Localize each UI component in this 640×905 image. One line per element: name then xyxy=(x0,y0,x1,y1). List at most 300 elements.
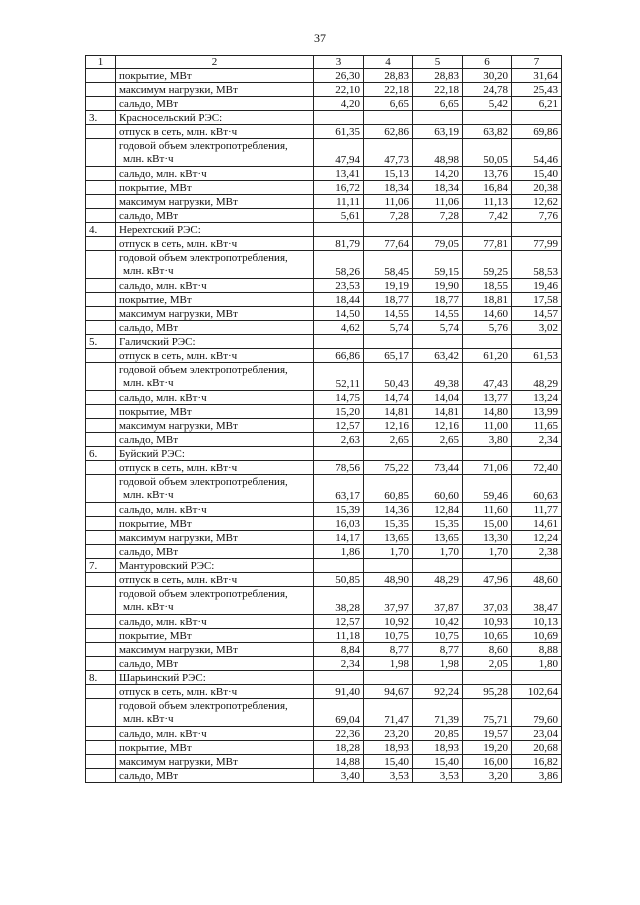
value-cell: 10,42 xyxy=(413,615,463,629)
value-cell: 14,80 xyxy=(463,405,512,419)
row-label xyxy=(116,475,314,503)
table-row xyxy=(86,167,562,181)
value-cell: 14,55 xyxy=(364,307,413,321)
value-cell: 5,74 xyxy=(413,321,463,335)
value-cell xyxy=(512,447,562,461)
value-cell: 18,81 xyxy=(463,293,512,307)
value-cell: 63,17 xyxy=(314,475,364,503)
value-cell: 12,24 xyxy=(512,531,562,545)
value-cell: 19,19 xyxy=(364,279,413,293)
row-index xyxy=(86,237,116,251)
value-cell: 13,41 xyxy=(314,167,364,181)
value-cell: 75,71 xyxy=(463,699,512,727)
column-number: 4 xyxy=(364,56,413,69)
value-cell: 77,99 xyxy=(512,237,562,251)
value-cell: 3,86 xyxy=(512,769,562,783)
value-cell: 14,20 xyxy=(413,167,463,181)
value-cell xyxy=(512,559,562,573)
value-cell xyxy=(463,223,512,237)
row-label: покрытие, МВт xyxy=(116,181,314,195)
value-cell xyxy=(413,111,463,125)
column-number: 3 xyxy=(314,56,364,69)
value-cell: 58,26 xyxy=(314,251,364,279)
value-cell: 61,35 xyxy=(314,125,364,139)
value-cell: 17,58 xyxy=(512,293,562,307)
row-label-line1: годовой объем электропотребления, xyxy=(119,252,288,264)
value-cell: 61,20 xyxy=(463,349,512,363)
value-cell: 12,62 xyxy=(512,195,562,209)
value-cell: 7,28 xyxy=(364,209,413,223)
energy-balance-table xyxy=(85,55,562,783)
value-cell xyxy=(463,335,512,349)
row-label-line1: годовой объем электропотребления, xyxy=(119,476,288,488)
row-index xyxy=(86,195,116,209)
row-index xyxy=(86,251,116,279)
value-cell: 22,36 xyxy=(314,727,364,741)
value-cell: 6,21 xyxy=(512,97,562,111)
table-row xyxy=(86,503,562,517)
value-cell xyxy=(364,447,413,461)
column-number: 2 xyxy=(116,56,314,69)
row-label-line2: млн. кВт·ч xyxy=(123,153,174,165)
table-row xyxy=(86,699,562,727)
row-index: 4. xyxy=(86,223,116,237)
row-index: 3. xyxy=(86,111,116,125)
value-cell: 3,20 xyxy=(463,769,512,783)
value-cell xyxy=(413,335,463,349)
table-row xyxy=(86,643,562,657)
value-cell: 2,65 xyxy=(364,433,413,447)
value-cell: 15,35 xyxy=(364,517,413,531)
value-cell: 92,24 xyxy=(413,685,463,699)
value-cell: 12,84 xyxy=(413,503,463,517)
row-label: сальдо, МВт xyxy=(116,769,314,783)
value-cell: 50,05 xyxy=(463,139,512,167)
value-cell: 48,29 xyxy=(512,363,562,391)
value-cell: 8,77 xyxy=(413,643,463,657)
value-cell xyxy=(314,559,364,573)
value-cell: 72,40 xyxy=(512,461,562,475)
value-cell: 14,55 xyxy=(413,307,463,321)
row-label: максимум нагрузки, МВт xyxy=(116,755,314,769)
row-label-line2: млн. кВт·ч xyxy=(123,601,174,613)
table-row xyxy=(86,251,562,279)
value-cell: 23,04 xyxy=(512,727,562,741)
value-cell: 10,92 xyxy=(364,615,413,629)
value-cell: 15,39 xyxy=(314,503,364,517)
value-cell: 16,00 xyxy=(463,755,512,769)
value-cell: 15,13 xyxy=(364,167,413,181)
row-label: сальдо, млн. кВт·ч xyxy=(116,615,314,629)
value-cell: 8,77 xyxy=(364,643,413,657)
row-label: отпуск в сеть, млн. кВт·ч xyxy=(116,237,314,251)
value-cell: 18,77 xyxy=(364,293,413,307)
row-label: сальдо, МВт xyxy=(116,433,314,447)
value-cell: 79,05 xyxy=(413,237,463,251)
value-cell: 5,42 xyxy=(463,97,512,111)
row-index xyxy=(86,629,116,643)
row-index xyxy=(86,643,116,657)
value-cell: 28,83 xyxy=(413,69,463,83)
row-label xyxy=(116,363,314,391)
value-cell: 18,93 xyxy=(364,741,413,755)
value-cell: 1,98 xyxy=(413,657,463,671)
value-cell: 59,46 xyxy=(463,475,512,503)
value-cell: 20,68 xyxy=(512,741,562,755)
value-cell: 48,29 xyxy=(413,573,463,587)
value-cell xyxy=(364,671,413,685)
value-cell: 6,65 xyxy=(413,97,463,111)
value-cell: 50,43 xyxy=(364,363,413,391)
row-index xyxy=(86,405,116,419)
table-row xyxy=(86,475,562,503)
value-cell: 5,74 xyxy=(364,321,413,335)
value-cell: 14,17 xyxy=(314,531,364,545)
value-cell: 77,81 xyxy=(463,237,512,251)
value-cell xyxy=(463,559,512,573)
table-row xyxy=(86,615,562,629)
row-label: сальдо, МВт xyxy=(116,321,314,335)
row-index xyxy=(86,391,116,405)
value-cell: 11,00 xyxy=(463,419,512,433)
table-row xyxy=(86,69,562,83)
row-label: максимум нагрузки, МВт xyxy=(116,195,314,209)
row-index xyxy=(86,97,116,111)
value-cell: 11,77 xyxy=(512,503,562,517)
value-cell: 18,34 xyxy=(413,181,463,195)
value-cell: 10,93 xyxy=(463,615,512,629)
row-label: сальдо, млн. кВт·ч xyxy=(116,727,314,741)
value-cell: 73,44 xyxy=(413,461,463,475)
table-row xyxy=(86,755,562,769)
table-row xyxy=(86,461,562,475)
row-label: Красносельский РЭС: xyxy=(116,111,314,125)
value-cell xyxy=(512,111,562,125)
row-index xyxy=(86,573,116,587)
value-cell: 60,60 xyxy=(413,475,463,503)
value-cell: 18,93 xyxy=(413,741,463,755)
value-cell xyxy=(413,223,463,237)
table-row xyxy=(86,391,562,405)
value-cell: 16,84 xyxy=(463,181,512,195)
table-row xyxy=(86,223,562,237)
value-cell: 1,70 xyxy=(413,545,463,559)
value-cell: 61,53 xyxy=(512,349,562,363)
value-cell: 22,10 xyxy=(314,83,364,97)
value-cell xyxy=(463,111,512,125)
row-label: максимум нагрузки, МВт xyxy=(116,643,314,657)
value-cell: 8,60 xyxy=(463,643,512,657)
value-cell xyxy=(314,671,364,685)
value-cell: 15,35 xyxy=(413,517,463,531)
row-label: покрытие, МВт xyxy=(116,629,314,643)
table-row xyxy=(86,349,562,363)
value-cell: 8,88 xyxy=(512,643,562,657)
table-header-row xyxy=(86,56,562,69)
value-cell: 19,90 xyxy=(413,279,463,293)
value-cell: 10,75 xyxy=(364,629,413,643)
row-label: сальдо, МВт xyxy=(116,209,314,223)
row-index xyxy=(86,125,116,139)
table-row xyxy=(86,125,562,139)
table-row xyxy=(86,545,562,559)
value-cell xyxy=(314,111,364,125)
value-cell: 15,40 xyxy=(364,755,413,769)
row-index xyxy=(86,545,116,559)
row-index: 5. xyxy=(86,335,116,349)
value-cell: 2,34 xyxy=(314,657,364,671)
value-cell: 58,45 xyxy=(364,251,413,279)
value-cell: 19,20 xyxy=(463,741,512,755)
value-cell: 14,61 xyxy=(512,517,562,531)
row-label: сальдо, МВт xyxy=(116,97,314,111)
row-label: покрытие, МВт xyxy=(116,741,314,755)
value-cell xyxy=(314,223,364,237)
value-cell xyxy=(512,671,562,685)
value-cell: 13,76 xyxy=(463,167,512,181)
value-cell: 49,38 xyxy=(413,363,463,391)
value-cell: 11,65 xyxy=(512,419,562,433)
value-cell: 48,98 xyxy=(413,139,463,167)
table-row xyxy=(86,559,562,573)
value-cell: 11,06 xyxy=(413,195,463,209)
value-cell: 6,65 xyxy=(364,97,413,111)
row-label-line1: годовой объем электропотребления, xyxy=(119,140,288,152)
table-row xyxy=(86,405,562,419)
row-index xyxy=(86,321,116,335)
value-cell: 69,04 xyxy=(314,699,364,727)
row-index xyxy=(86,699,116,727)
value-cell: 11,13 xyxy=(463,195,512,209)
value-cell: 3,40 xyxy=(314,769,364,783)
row-index xyxy=(86,419,116,433)
value-cell: 18,77 xyxy=(413,293,463,307)
value-cell: 24,78 xyxy=(463,83,512,97)
row-label: сальдо, МВт xyxy=(116,545,314,559)
value-cell: 18,44 xyxy=(314,293,364,307)
value-cell: 31,64 xyxy=(512,69,562,83)
value-cell: 5,61 xyxy=(314,209,364,223)
row-label-line1: годовой объем электропотребления, xyxy=(119,700,288,712)
value-cell: 13,99 xyxy=(512,405,562,419)
table-row xyxy=(86,727,562,741)
row-label: максимум нагрузки, МВт xyxy=(116,531,314,545)
row-index xyxy=(86,349,116,363)
row-index xyxy=(86,279,116,293)
table-row xyxy=(86,629,562,643)
value-cell: 69,86 xyxy=(512,125,562,139)
value-cell: 14,75 xyxy=(314,391,364,405)
row-index xyxy=(86,531,116,545)
value-cell: 13,24 xyxy=(512,391,562,405)
row-index: 6. xyxy=(86,447,116,461)
value-cell: 37,97 xyxy=(364,587,413,615)
value-cell: 75,22 xyxy=(364,461,413,475)
value-cell: 54,46 xyxy=(512,139,562,167)
table-row xyxy=(86,237,562,251)
table-row xyxy=(86,769,562,783)
value-cell: 22,18 xyxy=(413,83,463,97)
value-cell xyxy=(314,447,364,461)
value-cell: 14,88 xyxy=(314,755,364,769)
value-cell: 15,40 xyxy=(512,167,562,181)
row-index xyxy=(86,503,116,517)
value-cell: 2,05 xyxy=(463,657,512,671)
value-cell: 1,80 xyxy=(512,657,562,671)
table-row xyxy=(86,209,562,223)
row-index xyxy=(86,741,116,755)
row-label xyxy=(116,699,314,727)
row-label xyxy=(116,139,314,167)
value-cell: 13,30 xyxy=(463,531,512,545)
row-index xyxy=(86,433,116,447)
table-row xyxy=(86,83,562,97)
row-index xyxy=(86,167,116,181)
row-label-line1: годовой объем электропотребления, xyxy=(119,364,288,376)
value-cell: 37,03 xyxy=(463,587,512,615)
row-index xyxy=(86,657,116,671)
value-cell: 20,85 xyxy=(413,727,463,741)
row-label-line1: годовой объем электропотребления, xyxy=(119,588,288,600)
value-cell: 91,40 xyxy=(314,685,364,699)
value-cell: 14,57 xyxy=(512,307,562,321)
value-cell: 47,96 xyxy=(463,573,512,587)
value-cell: 13,77 xyxy=(463,391,512,405)
row-label xyxy=(116,587,314,615)
value-cell: 18,28 xyxy=(314,741,364,755)
table-row xyxy=(86,741,562,755)
row-index xyxy=(86,181,116,195)
value-cell: 23,53 xyxy=(314,279,364,293)
value-cell: 14,74 xyxy=(364,391,413,405)
row-index xyxy=(86,139,116,167)
value-cell: 7,42 xyxy=(463,209,512,223)
value-cell: 66,86 xyxy=(314,349,364,363)
value-cell: 10,65 xyxy=(463,629,512,643)
table-row xyxy=(86,293,562,307)
table-row xyxy=(86,97,562,111)
row-label: Буйский РЭС: xyxy=(116,447,314,461)
value-cell: 38,28 xyxy=(314,587,364,615)
column-number: 6 xyxy=(463,56,512,69)
value-cell: 48,90 xyxy=(364,573,413,587)
table-row xyxy=(86,657,562,671)
row-index xyxy=(86,69,116,83)
value-cell: 5,76 xyxy=(463,321,512,335)
row-label: Нерехтский РЭС: xyxy=(116,223,314,237)
value-cell: 11,11 xyxy=(314,195,364,209)
table-row xyxy=(86,279,562,293)
value-cell xyxy=(413,559,463,573)
value-cell: 14,36 xyxy=(364,503,413,517)
value-cell: 3,80 xyxy=(463,433,512,447)
row-label: отпуск в сеть, млн. кВт·ч xyxy=(116,573,314,587)
value-cell: 28,83 xyxy=(364,69,413,83)
value-cell: 12,57 xyxy=(314,615,364,629)
value-cell: 12,57 xyxy=(314,419,364,433)
value-cell: 47,73 xyxy=(364,139,413,167)
value-cell: 14,81 xyxy=(364,405,413,419)
value-cell: 77,64 xyxy=(364,237,413,251)
value-cell: 60,85 xyxy=(364,475,413,503)
row-label-line2: млн. кВт·ч xyxy=(123,713,174,725)
row-label: Мантуровский РЭС: xyxy=(116,559,314,573)
row-label-line2: млн. кВт·ч xyxy=(123,377,174,389)
value-cell: 11,18 xyxy=(314,629,364,643)
row-index xyxy=(86,769,116,783)
table-row xyxy=(86,195,562,209)
row-label: покрытие, МВт xyxy=(116,517,314,531)
value-cell: 71,06 xyxy=(463,461,512,475)
row-label: сальдо, МВт xyxy=(116,657,314,671)
table-row xyxy=(86,531,562,545)
value-cell: 4,62 xyxy=(314,321,364,335)
value-cell: 37,87 xyxy=(413,587,463,615)
value-cell: 2,34 xyxy=(512,433,562,447)
value-cell: 47,43 xyxy=(463,363,512,391)
value-cell: 11,06 xyxy=(364,195,413,209)
value-cell: 15,40 xyxy=(413,755,463,769)
value-cell xyxy=(364,559,413,573)
value-cell: 15,20 xyxy=(314,405,364,419)
table-row xyxy=(86,517,562,531)
value-cell: 3,53 xyxy=(413,769,463,783)
row-label xyxy=(116,251,314,279)
value-cell xyxy=(463,447,512,461)
value-cell xyxy=(364,335,413,349)
table-row xyxy=(86,685,562,699)
value-cell: 13,65 xyxy=(364,531,413,545)
value-cell: 7,76 xyxy=(512,209,562,223)
row-index xyxy=(86,363,116,391)
value-cell: 2,65 xyxy=(413,433,463,447)
value-cell: 16,82 xyxy=(512,755,562,769)
value-cell: 19,46 xyxy=(512,279,562,293)
value-cell: 1,98 xyxy=(364,657,413,671)
value-cell: 2,38 xyxy=(512,545,562,559)
value-cell: 14,04 xyxy=(413,391,463,405)
row-index xyxy=(86,83,116,97)
value-cell: 60,63 xyxy=(512,475,562,503)
table-row xyxy=(86,321,562,335)
value-cell: 14,81 xyxy=(413,405,463,419)
row-label: сальдо, млн. кВт·ч xyxy=(116,391,314,405)
value-cell: 7,28 xyxy=(413,209,463,223)
value-cell: 102,64 xyxy=(512,685,562,699)
value-cell: 10,13 xyxy=(512,615,562,629)
value-cell xyxy=(413,671,463,685)
row-label: покрытие, МВт xyxy=(116,69,314,83)
row-label: Шарьинский РЭС: xyxy=(116,671,314,685)
value-cell: 81,79 xyxy=(314,237,364,251)
value-cell: 71,39 xyxy=(413,699,463,727)
table-row xyxy=(86,433,562,447)
value-cell: 95,28 xyxy=(463,685,512,699)
row-index xyxy=(86,727,116,741)
value-cell: 18,34 xyxy=(364,181,413,195)
value-cell: 65,17 xyxy=(364,349,413,363)
value-cell xyxy=(512,335,562,349)
column-number: 5 xyxy=(413,56,463,69)
value-cell xyxy=(512,223,562,237)
table-row xyxy=(86,419,562,433)
value-cell: 10,69 xyxy=(512,629,562,643)
value-cell: 47,94 xyxy=(314,139,364,167)
value-cell: 22,18 xyxy=(364,83,413,97)
value-cell: 30,20 xyxy=(463,69,512,83)
row-label: сальдо, млн. кВт·ч xyxy=(116,503,314,517)
row-index: 7. xyxy=(86,559,116,573)
